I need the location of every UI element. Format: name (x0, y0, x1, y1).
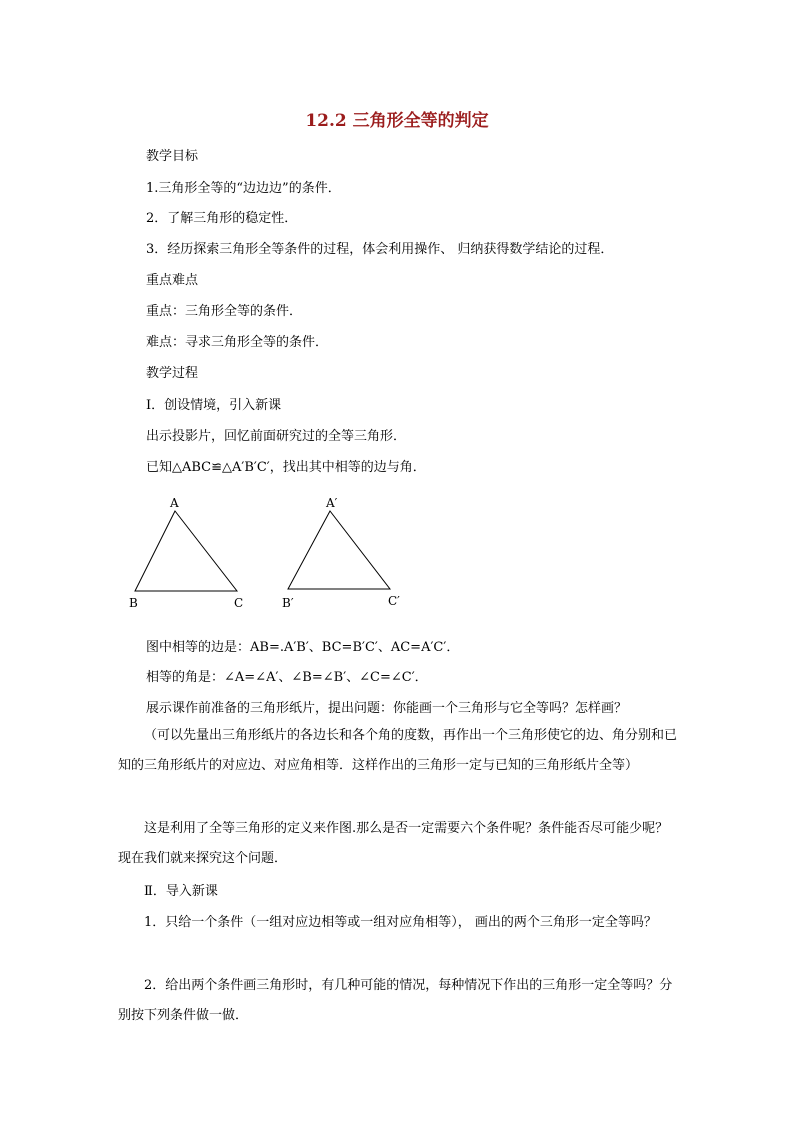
label-a-prime: A′ (326, 496, 338, 510)
process-heading: 教学过程 (146, 366, 199, 381)
triangle-abc (135, 511, 237, 591)
congruent-triangles-figure (120, 494, 420, 614)
paragraph-question-2 (118, 971, 678, 1031)
section-2-heading-row (118, 877, 678, 907)
key-point: 重点：三角形全等的条件． (146, 304, 303, 319)
page-title: 12.2 三角形全等的判定 (305, 111, 489, 131)
section-1-heading: Ⅰ．创设情境，引入新课 (146, 398, 282, 413)
paragraph-method-text: （可以先量出三角形纸片的各边长和各个角的度数，再作出一个三角形使它的边、角分别和已知的三角形纸片的对应边、对应角相等．这样作出的三角形一定与已知的三角形纸片全等） (118, 728, 678, 773)
question-text: 展示课作前准备的三角形纸片，提出问题：你能画一个三角形与它全等吗？怎样画？ (146, 701, 628, 716)
label-c-prime: C′ (388, 594, 400, 608)
label-a: A (170, 496, 179, 510)
question-1-text: 1．只给一个条件（一组对应边相等或一组对应角相等）， 画出的两个三角形一定全等吗？ (144, 915, 657, 930)
paragraph-method (118, 721, 678, 781)
key-heading: 重点难点 (146, 273, 199, 288)
label-c: C (234, 596, 244, 610)
goal-item-3: 3．经历探索三角形全等条件的过程，体会利用操作、 归纳获得数学结论的过程． (146, 242, 614, 257)
difficulty-point: 难点：寻求三角形全等的条件． (146, 335, 329, 350)
paragraph-conditions-text: 这是利用了全等三角形的定义来作图.那么是否一定需要六个条件呢？条件能否尽可能少呢？现在我们就来探究这个问题． (118, 821, 669, 866)
paragraph-conditions (118, 814, 678, 874)
equal-sides-text: 图中相等的边是：AB=.A′B′、BC=B′C′、AC=A′C′． (146, 640, 460, 655)
known-condition-text: 已知△ABC≌△A′B′C′，找出其中相等的边与角． (146, 460, 426, 475)
triangle-a-prime-b-prime-c-prime (288, 511, 390, 589)
equal-angles-text: 相等的角是：∠A=∠A′、∠B=∠B′、∠C=∠C′． (146, 670, 428, 685)
label-b-prime: B′ (282, 596, 294, 610)
goal-item-1: 1.三角形全等的“边边边”的条件． (146, 181, 341, 196)
paragraph-question-1 (118, 908, 678, 938)
show-slide-text: 出示投影片，回忆前面研究过的全等三角形． (146, 429, 407, 444)
label-b: B (129, 596, 138, 610)
section-2-heading: Ⅱ．导入新课 (144, 884, 218, 899)
question-2-text: 2．给出两个条件画三角形时，有几种可能的情况，每种情况下作出的三角形一定全等吗？分别按下列条件做一做． (118, 978, 673, 1023)
goal-item-2: 2．了解三角形的稳定性． (146, 211, 298, 226)
goal-heading: 教学目标 (146, 149, 199, 164)
